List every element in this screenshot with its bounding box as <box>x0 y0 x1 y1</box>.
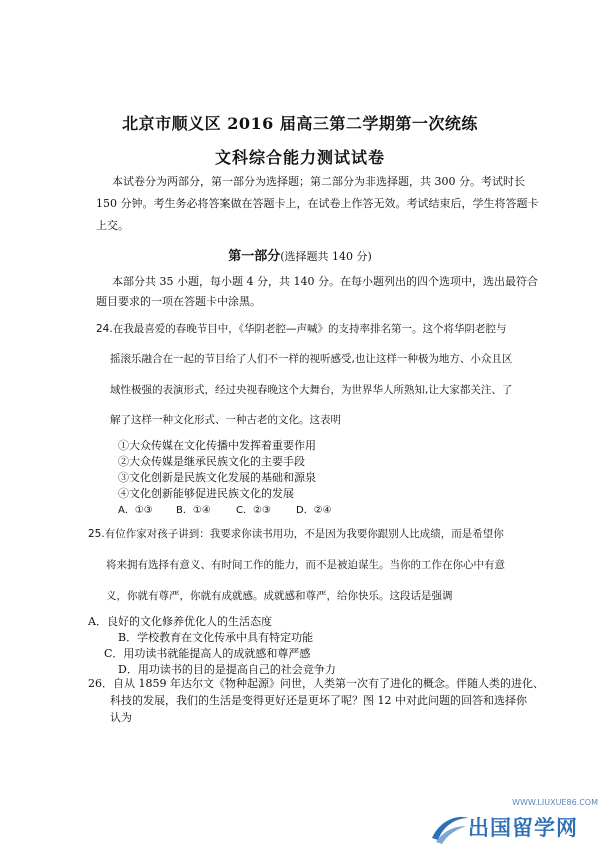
intro-line-1: 本试卷分为两部分，第一部分为选择题；第二部分为非选择题，共 300 分。考试时长 <box>112 175 525 188</box>
q24-option-2: ②大众传媒是继承民族文化的主要手段 <box>118 455 305 468</box>
q24-option-4: ④文化创新能够促进民族文化的发展 <box>118 487 294 500</box>
swoosh-icon <box>430 812 470 846</box>
q25-line-2: 将来拥有选择有意义、有时间工作的能力，而不是被迫谋生。当你的工作在你心中有意 <box>106 559 505 571</box>
q24-answer-b: B．①④ <box>176 505 211 516</box>
section-title-main: 第一部分 <box>228 249 281 264</box>
exam-title: 北京市顺义区 2016 届高三第二学期第一次统练 <box>122 114 478 133</box>
watermark-logo <box>430 798 600 848</box>
exam-subtitle: 文科综合能力测试试卷 <box>214 148 385 167</box>
q24-line-1: 24.在我最喜爱的春晚节目中，《华阴老腔—声喊》的支持率排名第一。这个将华阴老腔与 <box>96 323 507 335</box>
q25-line-1: 25.有位作家对孩子讲到：我要求你读书用功，不是因为我要你跟别人比成绩，而是希望你 <box>88 528 504 540</box>
q24-option-1: ①大众传媒在文化传播中发挥着重要作用 <box>118 439 316 452</box>
intro-line-3: 上交。 <box>96 219 129 232</box>
q24-answer-a: A．①③ <box>118 505 153 516</box>
q24-line-2: 摇滚乐融合在一起的节目给了人们不一样的视听感受,也让这样一种极为地方、小众且区 <box>110 353 513 365</box>
section-instr-line-1: 本部分共 35 小题，每小题 4 分，共 140 分。在每小题列出的四个选项中，选出最符合 <box>112 275 538 288</box>
q24-line-3: 域性极强的表演形式，经过央视春晚这个大舞台，为世界华人所熟知,让大家都关注、了 <box>110 384 513 396</box>
section-title <box>0 245 600 264</box>
q26-line-3: 认为 <box>110 711 132 724</box>
q24-answer-c: C．②③ <box>236 505 271 516</box>
intro-line-2: 150 分钟。考生务必将答案做在答题卡上，在试卷上作答无效。考试结束后，学生将答题卡 <box>96 197 539 210</box>
q25-option-c: C．用功读书就能提高人的成就感和尊严感 <box>104 647 311 660</box>
section-instr-line-2: 题目要求的一项在答题卡中涂黑。 <box>96 295 261 308</box>
q24-option-3: ③文化创新是民族文化发展的基础和源泉 <box>118 471 316 484</box>
q25-option-a: A．良好的文化修养优化人的生活态度 <box>88 615 272 628</box>
watermark-brand: 出国留学网 <box>468 816 578 840</box>
q25-option-d: D．用功读书的目的是提高自己的社会竞争力 <box>118 663 336 676</box>
q24-line-4: 解了这样一种文化形式、一种古老的文化。这表明 <box>110 414 341 426</box>
q26-line-2: 科技的发展，我们的生活是变得更好还是更坏了呢？图 12 中对此问题的回答和选择你 <box>110 694 527 707</box>
section-note: (选择题共 140 分) <box>280 250 372 263</box>
watermark-url: WWW.LIUXUE86.COM <box>512 798 598 807</box>
q25-option-b: B．学校教育在文化传承中具有特定功能 <box>118 631 314 644</box>
q26-line-1: 26．自从 1859 年达尔文《物种起源》问世，人类第一次有了进化的概念。伴随人类的进化、 <box>88 677 544 690</box>
q25-line-3: 义，你就有尊严，你就有成就感。成就感和尊严，给你快乐。这段话是强调 <box>106 590 453 602</box>
q24-answer-d: D．②④ <box>296 505 332 516</box>
